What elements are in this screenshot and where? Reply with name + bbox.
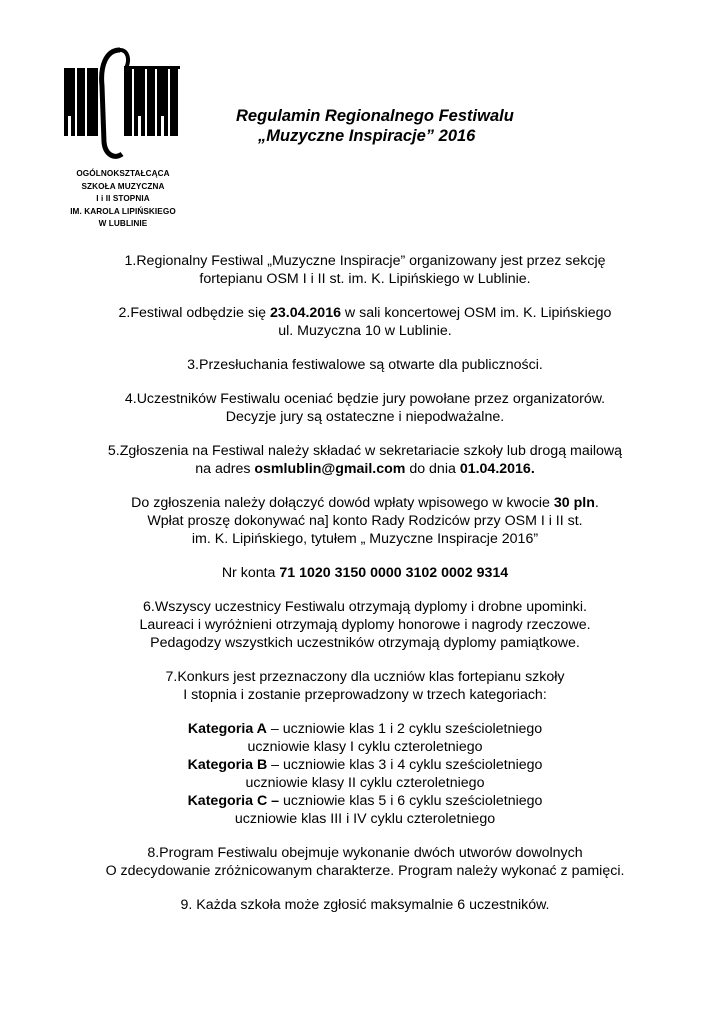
- category-c-label: Kategoria C –: [187, 793, 280, 809]
- rule-4-line-1: 4.Uczestników Festiwalu oceniać będzie jury powołane przez organizatorów.: [124, 391, 606, 407]
- logo-caption: [58, 168, 188, 231]
- category-b-text: – uczniowie klas 3 i 4 cyklu sześcioletniego: [267, 757, 543, 773]
- category-b-line-2: uczniowie klasy II cyklu czteroletniego: [245, 775, 485, 791]
- category-c-text: uczniowie klas 5 i 6 cyklu sześcioletniego: [279, 793, 543, 809]
- rule-2-text: w sali koncertowej OSM im. K. Lipińskiego: [340, 305, 612, 321]
- rule-9-line-1: 9. Każda szkoła może zgłosić maksymalnie 6 uczestników.: [180, 897, 550, 913]
- rule-8-line-2: O zdecydowanie zróżnicowanym charakterze. Program należy wykonać z pamięci.: [105, 863, 625, 879]
- category-c: [95, 792, 635, 810]
- rule-5-line-1: 5.Zgłoszenia na Festiwal należy składać w sekretariacie szkoły lub drogą mailową: [107, 443, 623, 459]
- rule-5-text: do dnia: [405, 461, 460, 477]
- rule-1-line-2: fortepianu OSM I i II st. im. K. Lipińskiego w Lublinie.: [199, 271, 531, 287]
- fee-text: Do zgłoszenia należy dołączyć dowód wpłaty wpisowego w kwocie: [131, 495, 554, 511]
- rule-3: [95, 356, 635, 374]
- rule-6: [95, 598, 635, 652]
- logo-line: IM. KAROLA LIPIŃSKIEGO: [70, 206, 176, 216]
- contact-email: osmlublin@gmail.com: [254, 461, 406, 477]
- rule-6-line-3: Pedagodzy wszystkich uczestników otrzymają dyplomy pamiątkowe.: [150, 635, 580, 651]
- category-b: [95, 756, 635, 774]
- logo-line: OGÓLNOKSZTAŁCĄCA: [76, 169, 170, 178]
- rule-8: [95, 844, 635, 880]
- fee-line-2: Wpłat proszę dokonywać na] konto Rady Rodziców przy OSM I i II st.: [147, 513, 583, 529]
- bank-account-line: [95, 564, 635, 582]
- rule-2-line-1: [95, 304, 635, 322]
- rule-8-line-1: 8.Program Festiwalu obejmuje wykonanie dwóch utworów dowolnych: [147, 845, 583, 861]
- application-deadline: 01.04.2016.: [459, 461, 535, 477]
- rule-7-line-1: 7.Konkurs jest przeznaczony dla uczniów klas fortepianu szkoły: [165, 669, 565, 685]
- bank-account-label: Nr konta: [221, 565, 280, 581]
- rule-2-text: 2.Festiwal odbędzie się: [118, 305, 270, 321]
- rule-1-line-1: 1.Regionalny Festiwal „Muzyczne Inspiracje” organizowany jest przez sekcję: [124, 253, 606, 269]
- rule-5-line-2: [95, 460, 635, 478]
- rule-2-line-2: ul. Muzyczna 10 w Lublinie.: [278, 323, 452, 339]
- document-title: [236, 106, 566, 146]
- rule-1: [95, 252, 635, 288]
- category-a-line-2: uczniowie klasy I cyklu czteroletniego: [247, 739, 483, 755]
- logo-line: W LUBLINIE: [98, 219, 148, 228]
- logo-line: SZKOŁA MUZYCZNA: [81, 181, 165, 191]
- rule-7-line-2: I stopnia i zostanie przeprowadzony w trzech kategoriach:: [183, 687, 547, 703]
- rule-4-line-2: Decyzje jury są ostateczne i niepodważalne.: [225, 409, 505, 425]
- category-a: [95, 720, 635, 738]
- category-b-label: Kategoria B: [187, 757, 268, 773]
- regulations-body: [95, 252, 635, 930]
- title-line-1: Regulamin Regionalnego Festiwalu: [236, 107, 514, 125]
- category-a-text: – uczniowie klas 1 i 2 cyklu sześcioletniego: [266, 721, 543, 737]
- festival-date: 23.04.2016: [269, 305, 341, 321]
- category-c-line-2: uczniowie klas III i IV cyklu czteroletniego: [234, 811, 496, 827]
- piano-clef-logo-icon: [62, 46, 184, 164]
- logo-line: I i II STOPNIA: [96, 194, 150, 203]
- category-a-label: Kategoria A: [187, 721, 267, 737]
- fee-line-3: im. K. Lipińskiego, tytułem „ Muzyczne Inspiracje 2016”: [191, 531, 539, 547]
- rule-5-text: na adres: [195, 461, 255, 477]
- bank-account: [95, 564, 635, 582]
- rule-4: [95, 390, 635, 426]
- categories-list: [95, 720, 635, 828]
- rule-9: [95, 896, 635, 914]
- fee-line-1: [95, 494, 635, 512]
- rule-3-line-1: 3.Przesłuchania festiwalowe są otwarte dla publiczności.: [187, 357, 543, 373]
- bank-account-number: 71 1020 3150 0000 3102 0002 9314: [279, 565, 509, 581]
- rule-6-line-2: Laureaci i wyróżnieni otrzymają dyplomy honorowe i nagrody rzeczowe.: [139, 617, 591, 633]
- rule-7: [95, 668, 635, 704]
- rule-2: [95, 304, 635, 340]
- fee-paragraph: [95, 494, 635, 548]
- rule-5: [95, 442, 635, 478]
- fee-text: .: [594, 495, 599, 511]
- fee-amount: 30 pln: [553, 495, 595, 511]
- rule-6-line-1: 6.Wszyscy uczestnicy Festiwalu otrzymają dyplomy i drobne upominki.: [143, 599, 587, 615]
- title-line-2: „Muzyczne Inspiracje” 2016: [258, 127, 476, 145]
